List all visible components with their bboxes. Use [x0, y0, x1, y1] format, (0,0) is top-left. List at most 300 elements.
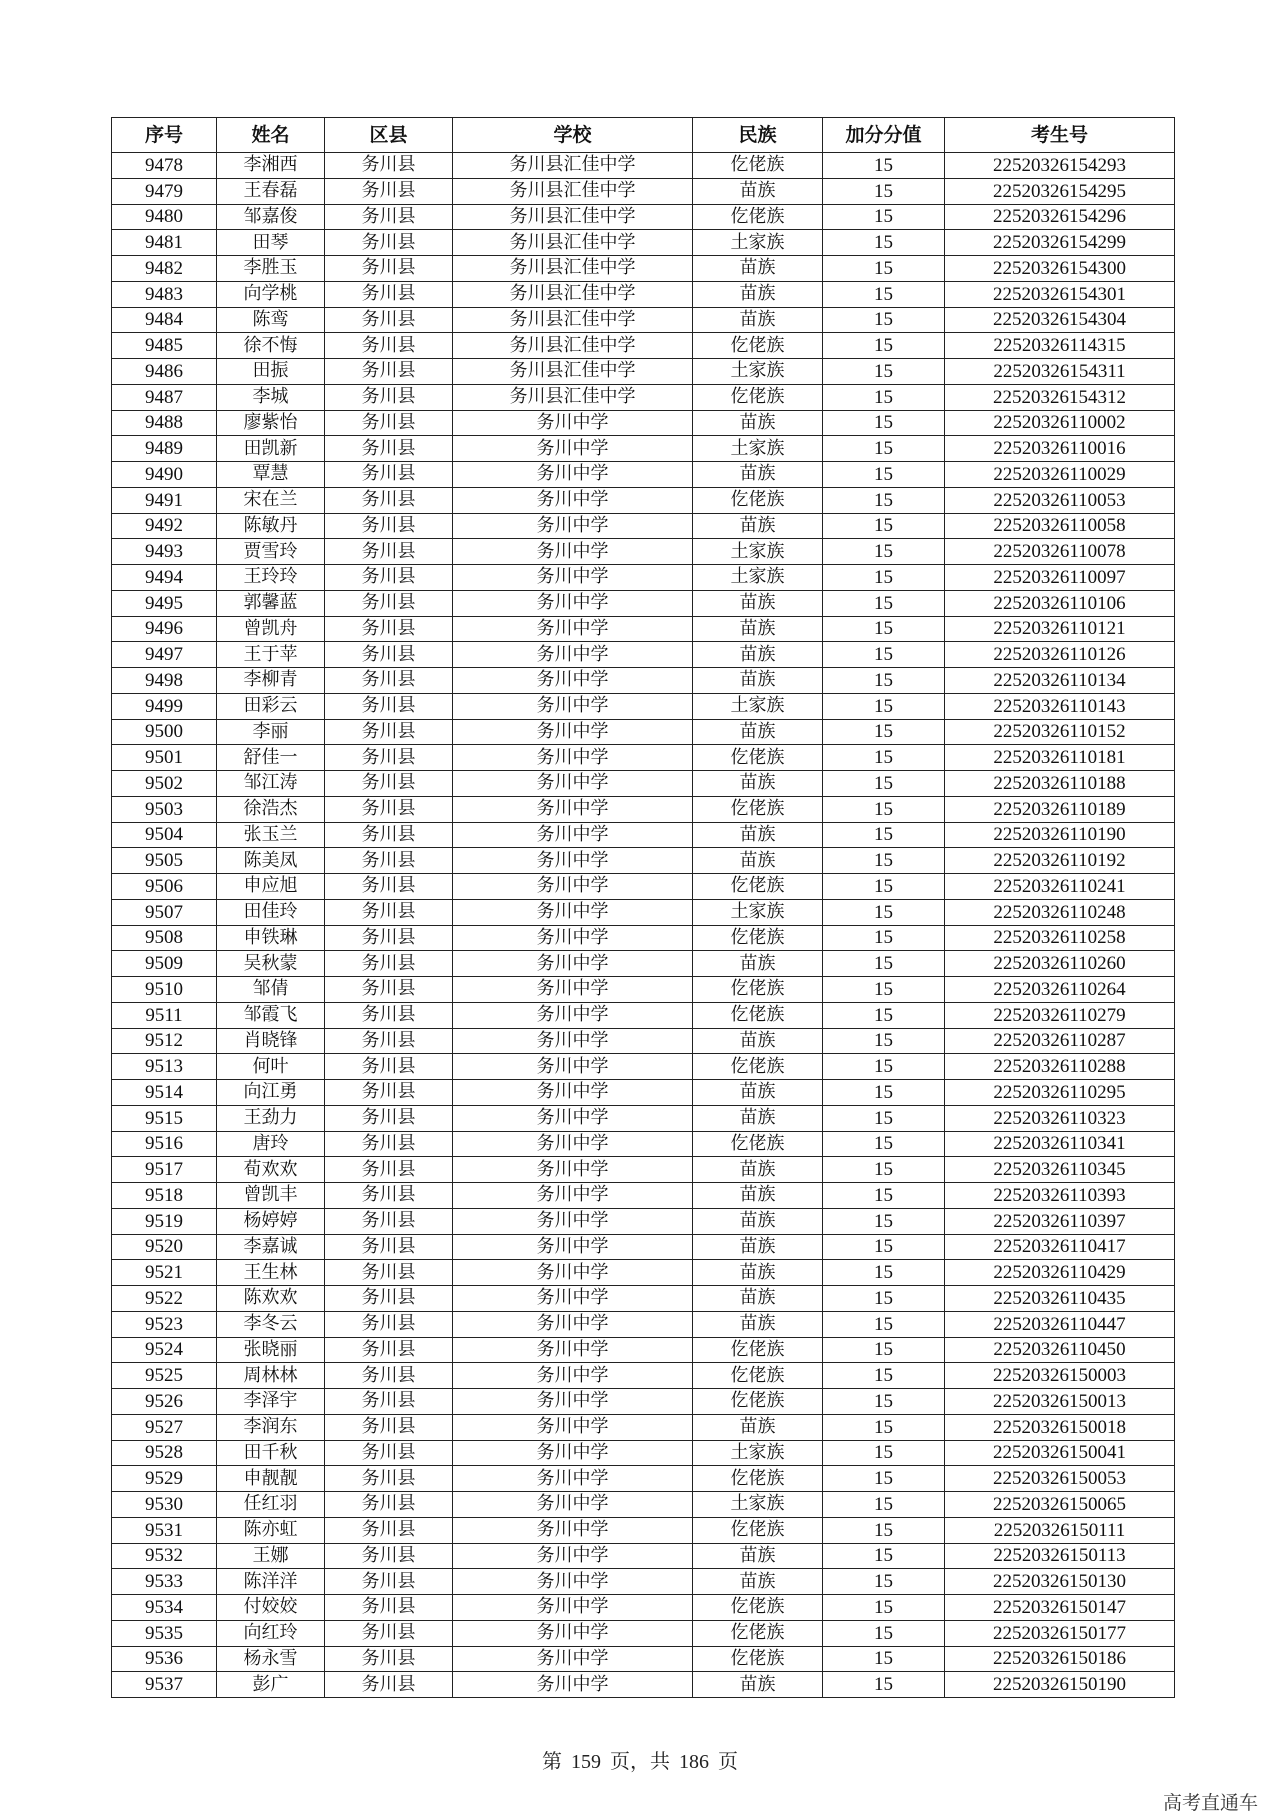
bonus-cell: 15	[823, 616, 945, 642]
county-cell: 务川县	[325, 1595, 453, 1621]
county-cell: 务川县	[325, 1054, 453, 1080]
name-cell: 唐玲	[217, 1131, 325, 1157]
exam-id-cell: 22520326110248	[945, 899, 1175, 925]
exam-id-cell: 22520326110053	[945, 487, 1175, 513]
school-cell: 务川中学	[453, 1131, 693, 1157]
county-cell: 务川县	[325, 668, 453, 694]
exam-id-cell: 22520326110341	[945, 1131, 1175, 1157]
county-cell: 务川县	[325, 822, 453, 848]
ethnicity-cell: 仡佬族	[693, 1466, 823, 1492]
name-cell: 田千秋	[217, 1440, 325, 1466]
school-cell: 务川中学	[453, 719, 693, 745]
county-cell: 务川县	[325, 1672, 453, 1698]
seq-cell: 9498	[112, 668, 217, 694]
name-cell: 何叶	[217, 1054, 325, 1080]
school-cell: 务川县汇佳中学	[453, 359, 693, 385]
exam-id-cell: 22520326150177	[945, 1620, 1175, 1646]
county-cell: 务川县	[325, 256, 453, 282]
county-cell: 务川县	[325, 1208, 453, 1234]
total-pages-number: 186	[679, 1751, 709, 1773]
seq-cell: 9502	[112, 771, 217, 797]
exam-id-cell: 22520326110345	[945, 1157, 1175, 1183]
county-cell: 务川县	[325, 1131, 453, 1157]
school-cell: 务川中学	[453, 616, 693, 642]
bonus-cell: 15	[823, 590, 945, 616]
ethnicity-cell: 苗族	[693, 1569, 823, 1595]
name-cell: 申应旭	[217, 874, 325, 900]
seq-cell: 9486	[112, 359, 217, 385]
exam-id-cell: 22520326110097	[945, 565, 1175, 591]
table-row	[112, 796, 1175, 822]
exam-id-cell: 22520326110447	[945, 1311, 1175, 1337]
bonus-cell: 15	[823, 1208, 945, 1234]
bonus-cell: 15	[823, 1543, 945, 1569]
ethnicity-cell: 仡佬族	[693, 1620, 823, 1646]
school-cell: 务川县汇佳中学	[453, 307, 693, 333]
table-row	[112, 1157, 1175, 1183]
name-cell: 李泽宇	[217, 1389, 325, 1415]
ethnicity-cell: 仡佬族	[693, 487, 823, 513]
exam-id-cell: 22520326110241	[945, 874, 1175, 900]
seq-cell: 9521	[112, 1260, 217, 1286]
school-cell: 务川县汇佳中学	[453, 230, 693, 256]
ethnicity-cell: 苗族	[693, 1183, 823, 1209]
seq-cell: 9525	[112, 1363, 217, 1389]
name-cell: 杨婷婷	[217, 1208, 325, 1234]
ethnicity-cell: 苗族	[693, 256, 823, 282]
exam-id-cell: 22520326150190	[945, 1672, 1175, 1698]
name-cell: 向江勇	[217, 1080, 325, 1106]
county-cell: 务川县	[325, 1260, 453, 1286]
school-cell: 务川中学	[453, 1672, 693, 1698]
table-row	[112, 1311, 1175, 1337]
ethnicity-cell: 仡佬族	[693, 1646, 823, 1672]
table-row	[112, 590, 1175, 616]
seq-cell: 9496	[112, 616, 217, 642]
table-row	[112, 487, 1175, 513]
county-cell: 务川县	[325, 1543, 453, 1569]
seq-cell: 9501	[112, 745, 217, 771]
seq-cell: 9484	[112, 307, 217, 333]
table-row	[112, 1363, 1175, 1389]
school-cell: 务川中学	[453, 1080, 693, 1106]
table-row	[112, 281, 1175, 307]
bonus-cell: 15	[823, 1620, 945, 1646]
table-row	[112, 513, 1175, 539]
exam-id-cell: 22520326110435	[945, 1286, 1175, 1312]
school-cell: 务川中学	[453, 1183, 693, 1209]
seq-cell: 9504	[112, 822, 217, 848]
seq-cell: 9522	[112, 1286, 217, 1312]
seq-cell: 9526	[112, 1389, 217, 1415]
table-row	[112, 256, 1175, 282]
ethnicity-cell: 苗族	[693, 1543, 823, 1569]
bonus-cell: 15	[823, 1414, 945, 1440]
table-row	[112, 359, 1175, 385]
header-seq: 序号	[112, 118, 217, 153]
county-cell: 务川县	[325, 1569, 453, 1595]
ethnicity-cell: 苗族	[693, 668, 823, 694]
seq-cell: 9503	[112, 796, 217, 822]
seq-cell: 9494	[112, 565, 217, 591]
bonus-cell: 15	[823, 1183, 945, 1209]
seq-cell: 9534	[112, 1595, 217, 1621]
bonus-cell: 15	[823, 1080, 945, 1106]
ethnicity-cell: 苗族	[693, 1260, 823, 1286]
bonus-cell: 15	[823, 307, 945, 333]
ethnicity-cell: 苗族	[693, 822, 823, 848]
county-cell: 务川县	[325, 1414, 453, 1440]
exam-id-cell: 22520326114315	[945, 333, 1175, 359]
table-row	[112, 1492, 1175, 1518]
school-cell: 务川中学	[453, 874, 693, 900]
table-row	[112, 1080, 1175, 1106]
name-cell: 李嘉诚	[217, 1234, 325, 1260]
table-row	[112, 1054, 1175, 1080]
footer-prefix: 第	[542, 1751, 562, 1773]
bonus-cell: 15	[823, 1492, 945, 1518]
ethnicity-cell: 苗族	[693, 1080, 823, 1106]
seq-cell: 9499	[112, 693, 217, 719]
school-cell: 务川中学	[453, 1466, 693, 1492]
seq-cell: 9515	[112, 1105, 217, 1131]
footer-middle: 页，共	[610, 1751, 670, 1773]
seq-cell: 9532	[112, 1543, 217, 1569]
ethnicity-cell: 苗族	[693, 410, 823, 436]
bonus-cell: 15	[823, 951, 945, 977]
name-cell: 陈敏丹	[217, 513, 325, 539]
exam-id-cell: 22520326150065	[945, 1492, 1175, 1518]
school-cell: 务川中学	[453, 1260, 693, 1286]
ethnicity-cell: 苗族	[693, 1672, 823, 1698]
school-cell: 务川中学	[453, 848, 693, 874]
bonus-cell: 15	[823, 1260, 945, 1286]
name-cell: 李城	[217, 384, 325, 410]
exam-id-cell: 22520326150053	[945, 1466, 1175, 1492]
ethnicity-cell: 苗族	[693, 771, 823, 797]
school-cell: 务川中学	[453, 745, 693, 771]
bonus-cell: 15	[823, 487, 945, 513]
exam-id-cell: 22520326150003	[945, 1363, 1175, 1389]
name-cell: 舒佳一	[217, 745, 325, 771]
seq-cell: 9535	[112, 1620, 217, 1646]
school-cell: 务川中学	[453, 977, 693, 1003]
county-cell: 务川县	[325, 590, 453, 616]
school-cell: 务川中学	[453, 642, 693, 668]
ethnicity-cell: 土家族	[693, 565, 823, 591]
exam-id-cell: 22520326110264	[945, 977, 1175, 1003]
seq-cell: 9479	[112, 178, 217, 204]
exam-id-cell: 22520326110016	[945, 436, 1175, 462]
bonus-cell: 15	[823, 1517, 945, 1543]
table-row	[112, 410, 1175, 436]
county-cell: 务川县	[325, 1440, 453, 1466]
table-row	[112, 1105, 1175, 1131]
name-cell: 田彩云	[217, 693, 325, 719]
school-cell: 务川中学	[453, 1620, 693, 1646]
ethnicity-cell: 苗族	[693, 642, 823, 668]
name-cell: 李丽	[217, 719, 325, 745]
county-cell: 务川县	[325, 230, 453, 256]
ethnicity-cell: 仡佬族	[693, 333, 823, 359]
table-row	[112, 745, 1175, 771]
bonus-cell: 15	[823, 1466, 945, 1492]
school-cell: 务川中学	[453, 1002, 693, 1028]
table-row	[112, 204, 1175, 230]
school-cell: 务川县汇佳中学	[453, 256, 693, 282]
exam-id-cell: 22520326110121	[945, 616, 1175, 642]
bonus-cell: 15	[823, 822, 945, 848]
seq-cell: 9507	[112, 899, 217, 925]
school-cell: 务川中学	[453, 1054, 693, 1080]
ethnicity-cell: 仡佬族	[693, 1363, 823, 1389]
header-name: 姓名	[217, 118, 325, 153]
header-school: 学校	[453, 118, 693, 153]
table-row	[112, 1131, 1175, 1157]
school-cell: 务川中学	[453, 1105, 693, 1131]
watermark-text: 高考直通车	[1162, 1792, 1258, 1814]
ethnicity-cell: 苗族	[693, 1234, 823, 1260]
seq-cell: 9480	[112, 204, 217, 230]
school-cell: 务川中学	[453, 1208, 693, 1234]
ethnicity-cell: 苗族	[693, 1208, 823, 1234]
ethnicity-cell: 仡佬族	[693, 1054, 823, 1080]
name-cell: 李冬云	[217, 1311, 325, 1337]
ethnicity-cell: 仡佬族	[693, 796, 823, 822]
school-cell: 务川中学	[453, 1337, 693, 1363]
seq-cell: 9488	[112, 410, 217, 436]
name-cell: 陈美凤	[217, 848, 325, 874]
bonus-cell: 15	[823, 178, 945, 204]
county-cell: 务川县	[325, 1646, 453, 1672]
table-row	[112, 1543, 1175, 1569]
county-cell: 务川县	[325, 874, 453, 900]
county-cell: 务川县	[325, 719, 453, 745]
school-cell: 务川中学	[453, 436, 693, 462]
exam-id-cell: 22520326150111	[945, 1517, 1175, 1543]
county-cell: 务川县	[325, 1028, 453, 1054]
exam-id-cell: 22520326150147	[945, 1595, 1175, 1621]
table-row	[112, 1646, 1175, 1672]
school-cell: 务川中学	[453, 951, 693, 977]
county-cell: 务川县	[325, 1286, 453, 1312]
county-cell: 务川县	[325, 204, 453, 230]
county-cell: 务川县	[325, 539, 453, 565]
bonus-cell: 15	[823, 539, 945, 565]
seq-cell: 9485	[112, 333, 217, 359]
school-cell: 务川县汇佳中学	[453, 281, 693, 307]
county-cell: 务川县	[325, 848, 453, 874]
bonus-cell: 15	[823, 359, 945, 385]
ethnicity-cell: 苗族	[693, 1157, 823, 1183]
name-cell: 张玉兰	[217, 822, 325, 848]
name-cell: 肖晓锋	[217, 1028, 325, 1054]
exam-id-cell: 22520326110429	[945, 1260, 1175, 1286]
school-cell: 务川中学	[453, 693, 693, 719]
seq-cell: 9537	[112, 1672, 217, 1698]
table-body	[112, 153, 1175, 1698]
ethnicity-cell: 土家族	[693, 359, 823, 385]
seq-cell: 9516	[112, 1131, 217, 1157]
county-cell: 务川县	[325, 642, 453, 668]
bonus-cell: 15	[823, 1363, 945, 1389]
ethnicity-cell: 仡佬族	[693, 1389, 823, 1415]
name-cell: 覃慧	[217, 462, 325, 488]
exam-id-cell: 22520326110190	[945, 822, 1175, 848]
name-cell: 陈鸾	[217, 307, 325, 333]
ethnicity-cell: 仡佬族	[693, 153, 823, 179]
school-cell: 务川中学	[453, 565, 693, 591]
school-cell: 务川中学	[453, 513, 693, 539]
bonus-cell: 15	[823, 153, 945, 179]
school-cell: 务川中学	[453, 822, 693, 848]
exam-id-cell: 22520326110106	[945, 590, 1175, 616]
bonus-cell: 15	[823, 1002, 945, 1028]
seq-cell: 9528	[112, 1440, 217, 1466]
ethnicity-cell: 土家族	[693, 230, 823, 256]
exam-id-cell: 22520326110078	[945, 539, 1175, 565]
bonus-cell: 15	[823, 848, 945, 874]
bonus-cell: 15	[823, 1028, 945, 1054]
seq-cell: 9483	[112, 281, 217, 307]
table-row	[112, 178, 1175, 204]
name-cell: 向学桃	[217, 281, 325, 307]
bonus-cell: 15	[823, 281, 945, 307]
name-cell: 陈欢欢	[217, 1286, 325, 1312]
seq-cell: 9490	[112, 462, 217, 488]
name-cell: 宋在兰	[217, 487, 325, 513]
seq-cell: 9495	[112, 590, 217, 616]
ethnicity-cell: 仡佬族	[693, 384, 823, 410]
county-cell: 务川县	[325, 359, 453, 385]
school-cell: 务川中学	[453, 668, 693, 694]
seq-cell: 9500	[112, 719, 217, 745]
school-cell: 务川中学	[453, 1389, 693, 1415]
exam-id-cell: 22520326154312	[945, 384, 1175, 410]
table-row	[112, 1517, 1175, 1543]
ethnicity-cell: 仡佬族	[693, 1002, 823, 1028]
name-cell: 王生林	[217, 1260, 325, 1286]
exam-id-cell: 22520326150013	[945, 1389, 1175, 1415]
seq-cell: 9493	[112, 539, 217, 565]
table-row	[112, 1260, 1175, 1286]
name-cell: 陈亦虹	[217, 1517, 325, 1543]
bonus-cell: 15	[823, 204, 945, 230]
ethnicity-cell: 仡佬族	[693, 745, 823, 771]
seq-cell: 9531	[112, 1517, 217, 1543]
exam-id-cell: 22520326154299	[945, 230, 1175, 256]
county-cell: 务川县	[325, 307, 453, 333]
bonus-cell: 15	[823, 1672, 945, 1698]
name-cell: 李胜玉	[217, 256, 325, 282]
county-cell: 务川县	[325, 565, 453, 591]
exam-id-cell: 22520326154296	[945, 204, 1175, 230]
table-row	[112, 1466, 1175, 1492]
school-cell: 务川中学	[453, 1440, 693, 1466]
name-cell: 廖紫怡	[217, 410, 325, 436]
name-cell: 王春磊	[217, 178, 325, 204]
exam-id-cell: 22520326110126	[945, 642, 1175, 668]
seq-cell: 9505	[112, 848, 217, 874]
exam-id-cell: 22520326110188	[945, 771, 1175, 797]
exam-id-cell: 22520326110393	[945, 1183, 1175, 1209]
bonus-cell: 15	[823, 977, 945, 1003]
bonus-cell: 15	[823, 719, 945, 745]
exam-id-cell: 22520326150113	[945, 1543, 1175, 1569]
school-cell: 务川中学	[453, 1028, 693, 1054]
ethnicity-cell: 苗族	[693, 1311, 823, 1337]
school-cell: 务川中学	[453, 1286, 693, 1312]
name-cell: 田琴	[217, 230, 325, 256]
exam-id-cell: 22520326110260	[945, 951, 1175, 977]
footer-suffix: 页	[718, 1751, 738, 1773]
name-cell: 向红玲	[217, 1620, 325, 1646]
name-cell: 任红羽	[217, 1492, 325, 1518]
table-row	[112, 1389, 1175, 1415]
table-row	[112, 1028, 1175, 1054]
ethnicity-cell: 苗族	[693, 590, 823, 616]
name-cell: 李润东	[217, 1414, 325, 1440]
school-cell: 务川中学	[453, 1595, 693, 1621]
exam-id-cell: 22520326110397	[945, 1208, 1175, 1234]
name-cell: 吴秋蒙	[217, 951, 325, 977]
school-cell: 务川县汇佳中学	[453, 384, 693, 410]
exam-id-cell: 22520326110295	[945, 1080, 1175, 1106]
bonus-cell: 15	[823, 874, 945, 900]
exam-id-cell: 22520326110287	[945, 1028, 1175, 1054]
county-cell: 务川县	[325, 693, 453, 719]
county-cell: 务川县	[325, 384, 453, 410]
name-cell: 荀欢欢	[217, 1157, 325, 1183]
seq-cell: 9513	[112, 1054, 217, 1080]
name-cell: 徐不悔	[217, 333, 325, 359]
name-cell: 邹嘉俊	[217, 204, 325, 230]
table-row	[112, 668, 1175, 694]
bonus-cell: 15	[823, 1337, 945, 1363]
exam-id-cell: 22520326110029	[945, 462, 1175, 488]
seq-cell: 9512	[112, 1028, 217, 1054]
ethnicity-cell: 苗族	[693, 1414, 823, 1440]
ethnicity-cell: 土家族	[693, 1440, 823, 1466]
bonus-cell: 15	[823, 693, 945, 719]
county-cell: 务川县	[325, 1234, 453, 1260]
table-row	[112, 1672, 1175, 1698]
ethnicity-cell: 土家族	[693, 693, 823, 719]
exam-id-cell: 22520326110417	[945, 1234, 1175, 1260]
school-cell: 务川中学	[453, 487, 693, 513]
exam-id-cell: 22520326110181	[945, 745, 1175, 771]
name-cell: 王玲玲	[217, 565, 325, 591]
county-cell: 务川县	[325, 178, 453, 204]
table-row	[112, 1337, 1175, 1363]
county-cell: 务川县	[325, 1466, 453, 1492]
name-cell: 徐浩杰	[217, 796, 325, 822]
table-row	[112, 230, 1175, 256]
exam-id-cell: 22520326110279	[945, 1002, 1175, 1028]
county-cell: 务川县	[325, 436, 453, 462]
county-cell: 务川县	[325, 1363, 453, 1389]
table-row	[112, 1208, 1175, 1234]
school-cell: 务川中学	[453, 1414, 693, 1440]
bonus-cell: 15	[823, 1054, 945, 1080]
ethnicity-cell: 苗族	[693, 616, 823, 642]
school-cell: 务川县汇佳中学	[453, 204, 693, 230]
county-cell: 务川县	[325, 745, 453, 771]
exam-id-cell: 22520326110258	[945, 925, 1175, 951]
name-cell: 邹倩	[217, 977, 325, 1003]
seq-cell: 9529	[112, 1466, 217, 1492]
ethnicity-cell: 仡佬族	[693, 1517, 823, 1543]
